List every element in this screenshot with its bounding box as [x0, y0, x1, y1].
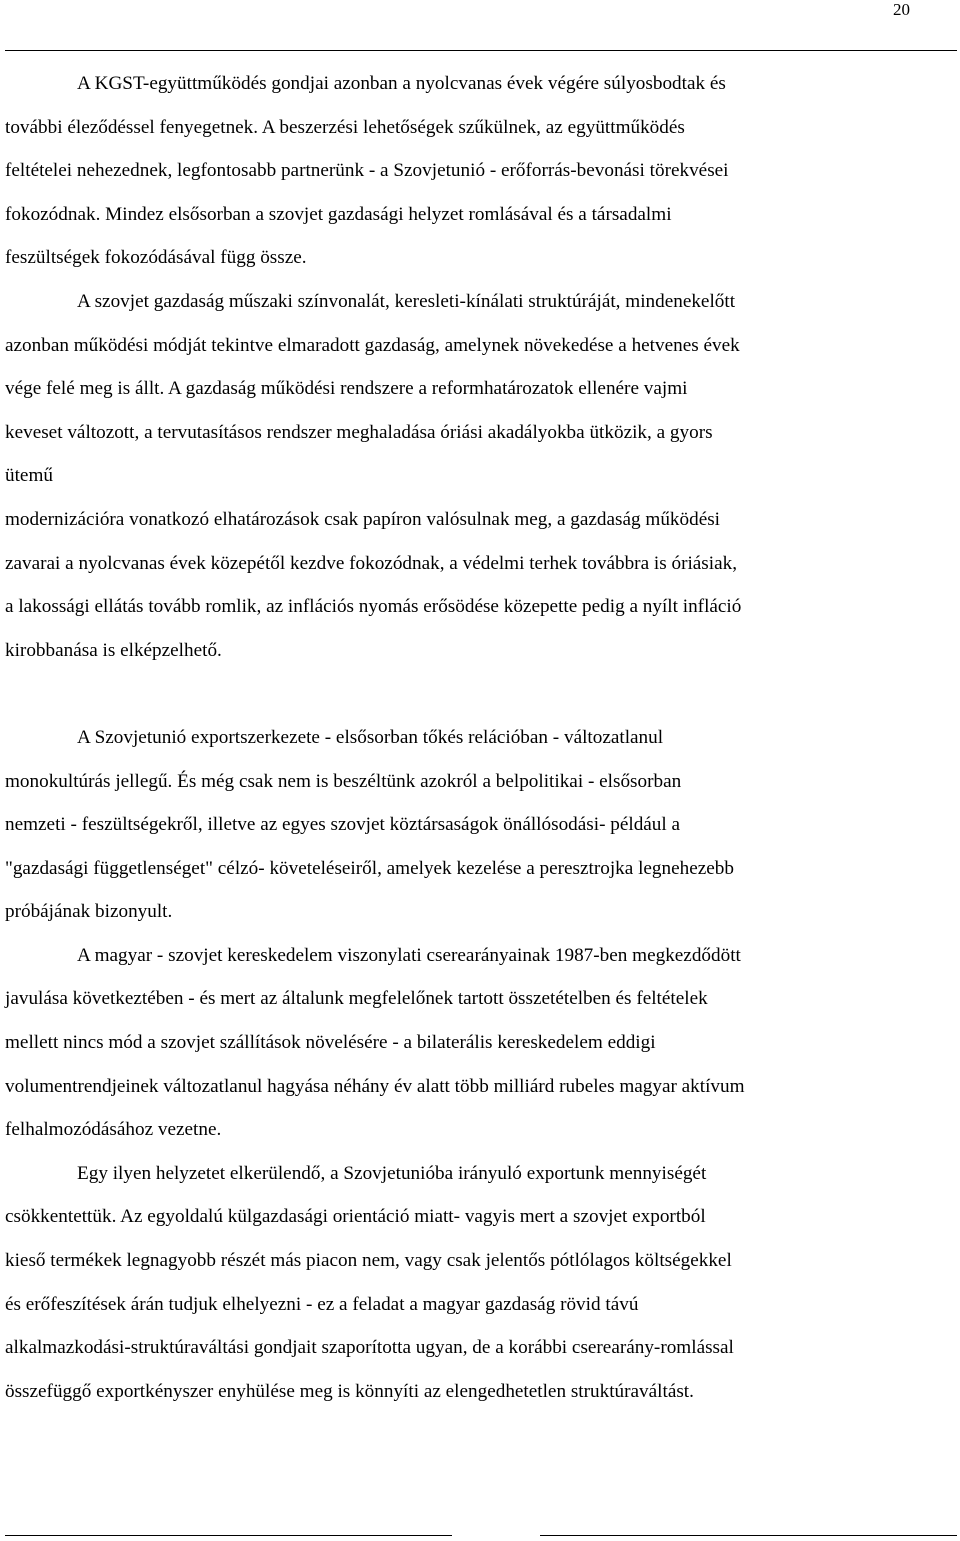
paragraph-export-reduction	[5, 1152, 955, 1414]
text-line: próbájának bizonyult.	[5, 901, 173, 923]
text-line: kirobbanása is elképzelhető.	[5, 639, 222, 661]
text-line: összefüggő exportkényszer enyhülése meg is könnyíti az elengedhetetlen struktúraváltást.	[5, 1380, 694, 1402]
text-line: "gazdasági függetlenséget" célzó- követeléseiről, amelyek kezelése a peresztrojka legnehezebb	[5, 857, 734, 879]
text-line: és erőfeszítések árán tudjuk elhelyezni - ez a feladat a magyar gazdaság rövid távú	[5, 1293, 639, 1315]
text-line: monokultúrás jellegű. És még csak nem is beszéltünk azokról a belpolitikai - elsősorban	[5, 770, 682, 792]
text-line: zavarai a nyolcvanas évek közepétől kezdve fokozódnak, a védelmi terhek továbbra is óriásiak,	[5, 552, 738, 574]
text-line: alkalmazkodási-struktúraváltási gondjait szaporította ugyan, de a korábbi cserearány-romlással	[5, 1337, 734, 1359]
paragraph-export-structure	[5, 716, 955, 934]
page-number: 20	[893, 0, 910, 19]
paragraph-soviet-economy	[5, 280, 955, 672]
text-line: csökkentettük. Az egyoldalú külgazdasági orientáció miatt- vagyis mert a szovjet exportból	[5, 1206, 706, 1228]
footer-rule-left	[5, 1535, 452, 1536]
paragraph-trade-terms	[5, 934, 955, 1152]
text-line: további éleződéssel fenyegetnek. A beszerzési lehetőségek szűkülnek, az együttműködés	[5, 116, 685, 138]
text-line: keveset változott, a tervutasításos rendszer meghaladása óriási akadályokba ütközik, a gyors	[5, 421, 713, 443]
text-line: a lakossági ellátás tovább romlik, az inflációs nyomás erősödése közepette pedig a nyílt infláció	[5, 596, 742, 618]
header-rule	[5, 50, 957, 51]
text-line: A szovjet gazdaság műszaki színvonalát, keresleti-kínálati struktúráját, mindenekelőtt	[77, 290, 736, 312]
text-line: kieső termékek legnagyobb részét más piacon nem, vagy csak jelentős pótlólagos költségekkel	[5, 1250, 732, 1272]
text-line: vége felé meg is állt. A gazdaság működési rendszere a reformhatározatok ellenére vajmi	[5, 378, 688, 400]
text-line: fokozódnak. Mindez elsősorban a szovjet gazdasági helyzet romlásával és a társadalmi	[5, 203, 672, 225]
paragraph-spacer	[5, 672, 955, 716]
text-line: felhalmozódásához vezetne.	[5, 1119, 222, 1141]
text-line: modernizációra vonatkozó elhatározások csak papíron valósulnak meg, a gazdaság működési	[5, 508, 721, 530]
document-body	[5, 62, 955, 1413]
text-line: ütemű	[5, 465, 53, 487]
text-line: volumentrendjeinek változatlanul hagyása néhány év alatt több milliárd rubeles magyar aktívum	[5, 1075, 745, 1097]
text-line: A magyar - szovjet kereskedelem viszonylati cserearányainak 1987-ben megkezdődött	[77, 944, 741, 966]
text-line: nemzeti - feszültségekről, illetve az egyes szovjet köztársaságok önállósodási- például a	[5, 814, 681, 836]
text-line: A Szovjetunió exportszerkezete - elsősorban tőkés relációban - változatlanul	[77, 726, 664, 748]
paragraph-kgst	[5, 62, 955, 280]
footer-rule-right	[540, 1535, 957, 1536]
text-line: A KGST-együttműködés gondjai azonban a nyolcvanas évek végére súlyosbodtak és	[77, 73, 726, 94]
text-line: azonban működési módját tekintve elmaradott gazdaság, amelynek növekedése a hetvenes évek	[5, 334, 740, 356]
text-line: Egy ilyen helyzetet elkerülendő, a Szovjetunióba irányuló exportunk mennyiségét	[77, 1162, 707, 1184]
text-line: feszültségek fokozódásával függ össze.	[5, 247, 307, 269]
text-line: javulása következtében - és mert az általunk megfelelőnek tartott összetételben és feltételek	[5, 988, 708, 1010]
text-line: feltételei nehezednek, legfontosabb partnerünk - a Szovjetunió - erőforrás-bevonási törekvései	[5, 160, 729, 182]
text-line: mellett nincs mód a szovjet szállítások növelésére - a bilaterális kereskedelem eddigi	[5, 1032, 656, 1054]
